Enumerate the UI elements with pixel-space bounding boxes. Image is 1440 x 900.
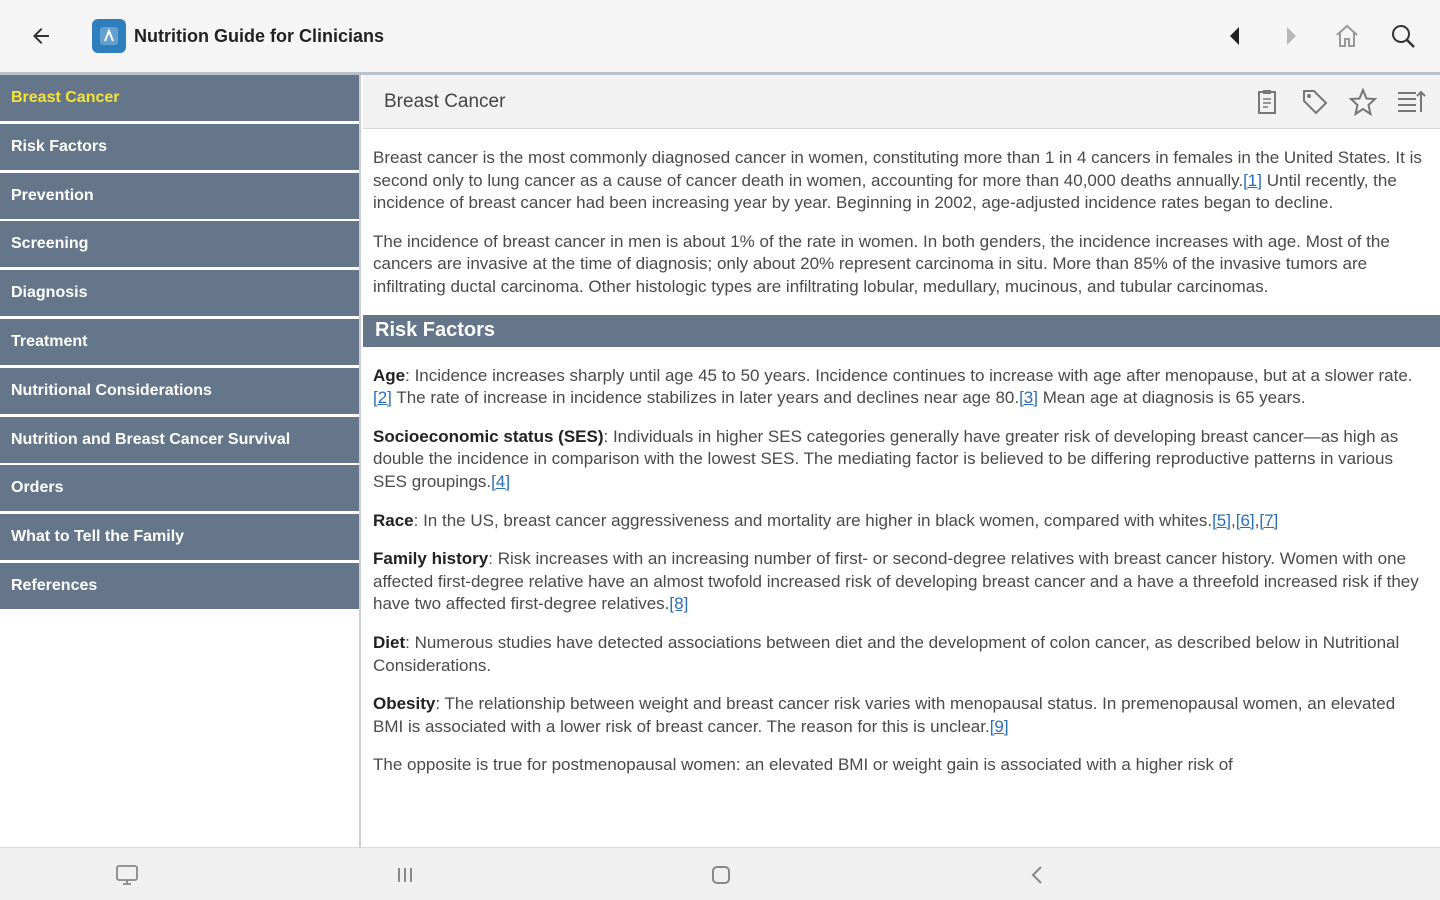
sidebar-item-nutritional-considerations[interactable]: Nutritional Considerations (0, 368, 359, 414)
term-family-history: Family history (373, 549, 489, 569)
tag-button[interactable] (1296, 83, 1334, 121)
system-nav-bar (0, 847, 1440, 900)
citation-link-8[interactable]: [8] (669, 594, 689, 614)
term-ses: Socioeconomic status (SES) (373, 426, 604, 446)
risk-ses-text: : Individuals in higher SES categories generally have greater risk of developing breast cancer—as high as double the incidence in comparison with the lowest SES. The mediating factor is believed to be differing reproductive patterns in various SES groupings. (373, 426, 1399, 491)
sidebar (0, 75, 361, 847)
back-nav-button[interactable] (1022, 860, 1052, 890)
risk-race-paragraph (373, 510, 1430, 533)
clipboard-icon (1254, 88, 1280, 116)
tag-icon (1301, 88, 1329, 116)
sidebar-item-breast-cancer[interactable]: Breast Cancer (0, 75, 359, 121)
page-title: Breast Cancer (384, 90, 506, 112)
risk-ses-paragraph (373, 426, 1430, 494)
citation-separator: , (1230, 510, 1236, 530)
screen-icon (115, 864, 139, 886)
content-pane (363, 75, 1440, 847)
recent-apps-button[interactable] (390, 860, 420, 890)
citation-link-9[interactable]: [9] (989, 716, 1009, 736)
home-button[interactable] (1328, 14, 1366, 58)
previous-button[interactable] (1216, 14, 1254, 58)
citation-separator: , (1254, 510, 1260, 530)
risk-family-text: : Risk increases with an increasing number of first- or second-degree relatives with breast cancer history. Women with one affected first-degree relative have an almost twofold increased risk of developing breast cancer and a have a threefold increased risk if they have two affected first-degree relatives. (373, 549, 1419, 614)
sidebar-item-nutrition-survival[interactable]: Nutrition and Breast Cancer Survival (0, 417, 359, 463)
recent-apps-icon (394, 865, 416, 885)
sidebar-item-treatment[interactable]: Treatment (0, 319, 359, 365)
sidebar-item-references[interactable]: References (0, 563, 359, 609)
citation-link-4[interactable]: [4] (491, 471, 511, 491)
home-icon (1334, 23, 1360, 49)
home-circle-icon (710, 864, 732, 886)
risk-diet-paragraph (373, 632, 1430, 677)
intro-paragraph-2: The incidence of breast cancer in men is about 1% of the rate in women. In both genders, the incidence increases with age. Most of the cancers are invasive at the time of diagnosis; only about 20% represent carcinoma in situ. More than 85% of the invasive tumors are infiltrating ductal carcinoma. Other histologic types are infiltrating lobular, medullary, mucinous, and tubular carcinomas. (373, 231, 1390, 296)
home-nav-button[interactable] (706, 860, 736, 890)
risk-obesity-paragraph (373, 693, 1430, 738)
sidebar-item-what-to-tell-family[interactable]: What to Tell the Family (0, 514, 359, 560)
risk-factors-body (363, 347, 1440, 777)
intro-text-1a: Breast cancer is the most commonly diagnosed cancer in women, constituting more than 1 in 4 cancers in females in the United States. It is second only to lung cancer as a cause of cancer death in women, accounting for more than 40,000 deaths annually. (373, 148, 1422, 190)
app-title: Nutrition Guide for Clinicians (134, 25, 385, 46)
next-icon (1282, 25, 1300, 47)
term-race: Race (373, 510, 414, 530)
section-heading-risk-factors: Risk Factors (363, 315, 1440, 347)
outline-button[interactable] (1392, 83, 1430, 121)
next-button[interactable] (1272, 14, 1310, 58)
app-bar (0, 0, 1440, 72)
notes-button[interactable] (1248, 83, 1286, 121)
term-obesity: Obesity (373, 694, 436, 714)
app-logo (92, 19, 126, 53)
sidebar-item-screening[interactable]: Screening (0, 221, 359, 267)
screen-toggle-button[interactable] (112, 860, 142, 890)
risk-cutoff-paragraph: The opposite is true for postmenopausal women: an elevated BMI or weight gain is associated with a higher risk of (373, 755, 1233, 775)
citation-link-3[interactable]: [3] (1019, 388, 1038, 408)
intro-text-1b: Until recently, the incidence of breast cancer had been increasing year by year. Beginning in 2002, age-adjusted incidence rates began to decline. (373, 170, 1397, 213)
back-chevron-icon (1028, 864, 1046, 886)
back-button[interactable] (19, 14, 63, 58)
term-diet: Diet (373, 632, 406, 652)
risk-age-text-c: Mean age at diagnosis is 65 years. (1037, 388, 1306, 408)
risk-obesity-text: : The relationship between weight and breast cancer risk varies with menopausal status. In premenopausal women, an elevated BMI is associated with a lower risk of breast cancer. The reason for this is unclear. (373, 694, 1396, 736)
star-icon (1349, 88, 1377, 116)
intro-paragraph-1 (373, 147, 1430, 215)
sidebar-item-diagnosis[interactable]: Diagnosis (0, 270, 359, 316)
search-button[interactable] (1384, 14, 1422, 58)
app-logo-icon (98, 25, 120, 47)
citation-link-1[interactable]: [1] (1243, 170, 1262, 190)
citation-link-5[interactable]: [5] (1212, 510, 1231, 530)
citation-link-6[interactable]: [6] (1235, 510, 1255, 530)
sidebar-item-prevention[interactable]: Prevention (0, 173, 359, 219)
content-header (363, 75, 1440, 129)
citation-link-2[interactable]: [2] (373, 388, 392, 408)
search-icon (1390, 23, 1416, 49)
citation-link-7[interactable]: [7] (1259, 510, 1279, 530)
favorite-button[interactable] (1344, 83, 1382, 121)
risk-age-paragraph (373, 365, 1430, 410)
sidebar-item-orders[interactable]: Orders (0, 465, 359, 511)
sidebar-item-risk-factors[interactable]: Risk Factors (0, 124, 359, 170)
risk-age-text-b: The rate of increase in incidence stabilizes in later years and declines near age 80. (391, 388, 1020, 408)
intro-section (363, 129, 1440, 299)
outline-list-icon (1396, 88, 1426, 116)
risk-diet-text: : Numerous studies have detected associations between diet and the development of colon cancer, as described below in Nutritional Considerations. (373, 632, 1400, 675)
risk-age-text-a: : Incidence increases sharply until age 45 to 50 years. Incidence continues to increase with age after menopause, but at a slower rate. (405, 365, 1413, 385)
back-arrow-icon (29, 24, 53, 48)
prev-icon (1226, 25, 1244, 47)
risk-family-paragraph (373, 548, 1430, 616)
term-age: Age (373, 365, 406, 385)
risk-race-text: : In the US, breast cancer aggressiveness and mortality are higher in black women, compared with whites. (413, 510, 1213, 530)
